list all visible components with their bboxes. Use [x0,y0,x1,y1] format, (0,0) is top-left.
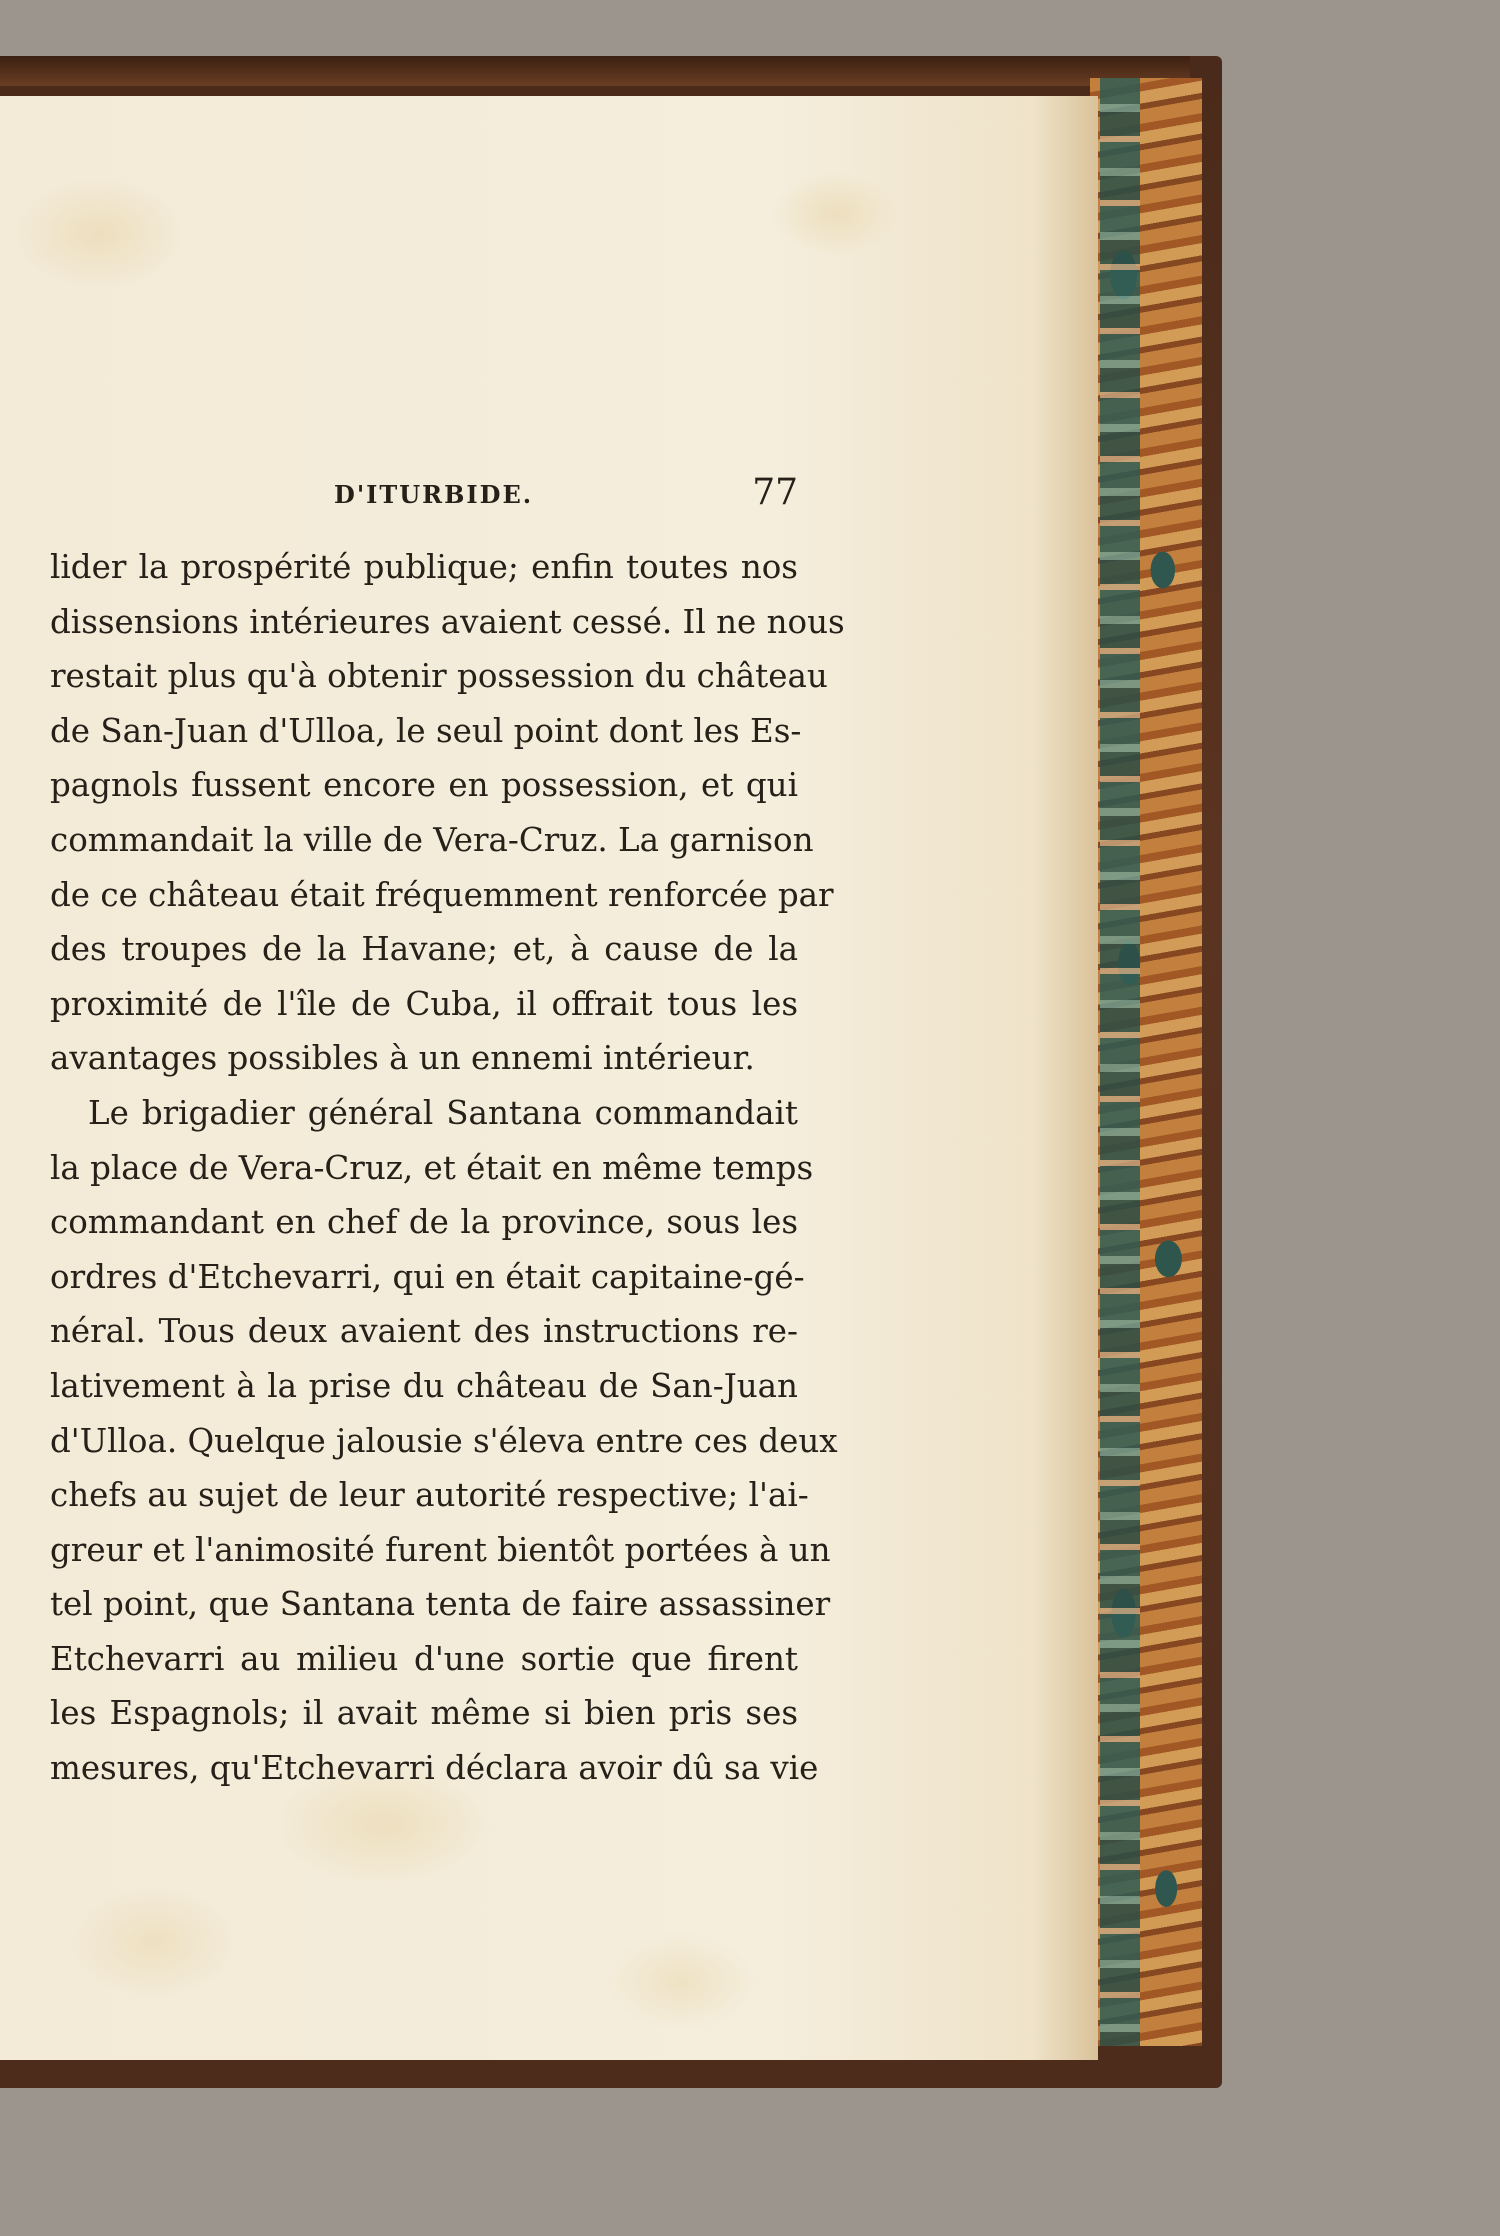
text-line: commandant en chef de la province, sous les [50,1203,798,1242]
text-line: lativement à la prise du château de San-Juan [50,1366,798,1405]
cover-edge [0,56,1190,86]
text-line: d'Ulloa. Quelque jalousie s'éleva entre ces deux [50,1421,838,1460]
text-line: commandait la ville de Vera-Cruz. La garnison [50,820,814,859]
body-text [50,540,845,1796]
marbled-stripe [1100,78,1140,2046]
text-line: de ce château était fréquemment renforcée par [50,875,834,914]
text-line: lider la prospérité publique; enfin toutes nos [50,548,798,586]
text-line: des troupes de la Havane; et, à cause de la [50,930,798,969]
text-line: les Espagnols; il avait même si bien pris ses [50,1694,798,1733]
text-line: dissensions intérieures avaient cessé. Il ne nous [50,602,845,641]
text-line: la place de Vera-Cruz, et était en même temps [50,1148,814,1187]
text-line: greur et l'animosité furent bientôt portées à un [50,1530,831,1569]
text-line: mesures, qu'Etchevarri déclara avoir dû sa vie [50,1749,819,1788]
book-page [0,96,1098,2060]
text-line: tel point, que Santana tenta de faire assassiner [50,1585,831,1624]
text-line: Le brigadier général Santana commandait [88,1093,798,1132]
text-line: néral. Tous deux avaient des instructions re- [50,1312,798,1351]
text-line: proximité de l'île de Cuba, il offrait tous les [50,984,798,1023]
page-number: 77 [752,472,798,513]
text-line: avantages possibles à un ennemi intérieur. [50,1039,755,1078]
text-line: pagnols fussent encore en possession, et qui [50,766,798,805]
text-line: ordres d'Etchevarri, qui en était capitaine-gé- [50,1257,805,1296]
running-head [50,468,798,540]
text-line: chefs au sujet de leur autorité respective; l'ai- [50,1476,809,1515]
running-head-title: D'ITURBIDE. [334,480,534,509]
text-line: de San-Juan d'Ulloa, le seul point dont les Es- [50,711,802,750]
text-block [50,468,845,1796]
text-line: Etchevarri au milieu d'une sortie que firent [50,1639,798,1678]
text-line: restait plus qu'à obtenir possession du château [50,657,828,696]
